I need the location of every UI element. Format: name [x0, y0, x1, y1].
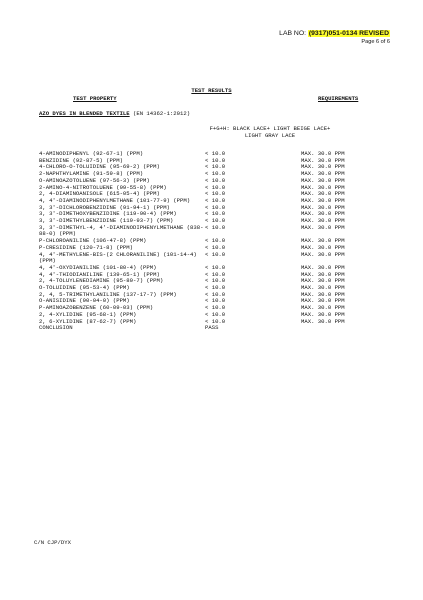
- result-requirement: MAX. 30.0 PPM: [301, 243, 345, 251]
- result-value: < 10.0: [205, 304, 226, 312]
- result-requirement: MAX. 30.0 PPM: [301, 210, 345, 218]
- result-requirement: [301, 325, 399, 332]
- result-requirement: MAX. 30.0 PPM: [301, 290, 345, 298]
- result-requirement: MAX. 30.0 PPM: [301, 317, 345, 325]
- section-title: AZO DYES IN BLENDED TEXTILE: [39, 110, 130, 117]
- lab-number: [279, 30, 390, 37]
- result-value: < 10.0: [205, 223, 226, 231]
- table-row: [39, 319, 399, 326]
- result-value: < 10.0: [205, 277, 226, 285]
- result-property: 2, 4-XYLIDINE (95-68-1) (PPM): [39, 310, 137, 318]
- result-requirement: MAX. 30.0 PPM: [301, 310, 345, 318]
- result-property: 4-CHLORO-O-TOLUIDINE (95-69-2) (PPM): [39, 163, 160, 171]
- result-value: < 10.0: [205, 250, 226, 258]
- result-property: 4, 4'-THIODIANILINE (139-65-1) (PPM): [39, 270, 160, 278]
- section-method: (EN 14362-1:2012): [129, 110, 191, 117]
- result-requirement: MAX. 30.0 PPM: [301, 203, 345, 211]
- result-property: 2, 4-TOLUYLENEDIAMINE (95-80-7) (PPM): [39, 277, 164, 285]
- result-requirement: MAX. 30.0 PPM: [301, 270, 345, 278]
- result-requirement: MAX. 30.0 PPM: [301, 170, 345, 178]
- result-property: 4, 4'-DIAMINODIPHENYLMETHANE (101-77-9) (PPM): [39, 196, 191, 204]
- result-requirement: MAX. 30.0 PPM: [301, 284, 345, 292]
- result-requirement: MAX. 30.0 PPM: [301, 190, 345, 198]
- result-property: CONCLUSION: [39, 324, 73, 332]
- result-requirement: MAX. 30.0 PPM: [301, 250, 345, 258]
- sample-label: F+G+H: BLACK LACE+ LIGHT BEIGE LACE+ LIGHT GRAY LACE: [209, 125, 331, 139]
- result-requirement: MAX. 30.0 PPM: [301, 304, 345, 312]
- column-header-requirements: REQUIREMENTS: [318, 95, 359, 102]
- result-value: < 10.0: [205, 176, 226, 184]
- result-property: P-AMINOAZOBENZENE (60-09-03) (PPM): [39, 304, 154, 312]
- result-property: 2-AMINO-4-NITROTOLUENE (99-55-8) (PPM): [39, 183, 167, 191]
- result-value: < 10.0: [205, 170, 226, 178]
- result-value: < 10.0: [205, 290, 226, 298]
- result-value: < 10.0: [205, 156, 226, 164]
- result-requirement: MAX. 30.0 PPM: [301, 263, 345, 271]
- result-property: 4, 4'-OXYDIANILINE (101-80-4) (PPM): [39, 263, 157, 271]
- result-value: < 10.0: [205, 217, 226, 225]
- results-table: [39, 151, 399, 332]
- page-number: Page 6 of 6: [361, 39, 390, 45]
- result-value: < 10.0: [205, 317, 226, 325]
- result-property: 2, 6-XYLIDINE (87-62-7) (PPM): [39, 317, 137, 325]
- result-requirement: MAX. 30.0 PPM: [301, 163, 345, 171]
- result-value: < 10.0: [205, 210, 226, 218]
- table-row: [39, 325, 399, 332]
- result-value: < 10.0: [205, 190, 226, 198]
- result-requirement: MAX. 30.0 PPM: [301, 217, 345, 225]
- result-property: P-CHLOROANILINE (106-47-8) (PPM): [39, 237, 147, 245]
- report-title: TEST RESULTS: [191, 87, 232, 94]
- result-value: < 10.0: [205, 237, 226, 245]
- result-property: 3, 3'-DIMETHYLBENZIDINE (119-93-7) (PPM): [39, 217, 174, 225]
- result-requirement: MAX. 30.0 PPM: [301, 237, 345, 245]
- result-requirement: MAX. 30.0 PPM: [301, 277, 345, 285]
- result-property: 3, 3'-DICHLOROBENZIDINE (91-94-1) (PPM): [39, 203, 170, 211]
- result-value: < 10.0: [205, 150, 226, 157]
- result-value: < 10.0: [205, 183, 226, 191]
- result-value: < 10.0: [205, 263, 226, 271]
- result-value: < 10.0: [205, 284, 226, 292]
- result-value: < 10.0: [205, 310, 226, 318]
- result-property: 4, 4'-METHYLENE-BIS-(2 CHLORANILINE) (101-14-4) (PPM): [39, 250, 201, 265]
- result-value: < 10.0: [205, 163, 226, 171]
- result-property: BENZIDINE (92-87-5) (PPM): [39, 156, 123, 164]
- result-property: O-TOLUIDINE (95-53-4) (PPM): [39, 284, 130, 292]
- footer-code: C/N CJP/DYX: [34, 539, 71, 546]
- result-value: < 10.0: [205, 203, 226, 211]
- result-value: < 10.0: [205, 297, 226, 305]
- result-value: < 10.0: [205, 196, 226, 204]
- result-value: PASS: [205, 324, 219, 332]
- result-requirement: MAX. 30.0 PPM: [301, 150, 345, 157]
- lab-prefix: LAB NO:: [279, 30, 306, 37]
- result-value: < 10.0: [205, 243, 226, 251]
- column-header-property: TEST PROPERTY: [73, 95, 117, 102]
- result-requirement: MAX. 30.0 PPM: [301, 176, 345, 184]
- result-requirement: MAX. 30.0 PPM: [301, 223, 345, 231]
- result-property: 3, 3'-DIMETHYL-4, 4'-DIAMINODIPHENYLMETHANE (838-88-0) (PPM): [39, 223, 204, 238]
- result-requirement: MAX. 30.0 PPM: [301, 196, 345, 204]
- table-row: [39, 225, 399, 238]
- result-requirement: MAX. 30.0 PPM: [301, 183, 345, 191]
- result-property: P-CRESIDINE (120-71-8) (PPM): [39, 243, 133, 251]
- lab-number-highlight: (9317)051-0134 REVISED: [308, 30, 389, 37]
- result-property: O-ANISIDINE (90-04-0) (PPM): [39, 297, 130, 305]
- result-property: 2-NAPHTHYLAMINE (91-59-8) (PPM): [39, 170, 144, 178]
- result-property: 4-AMINODIPHENYL (92-67-1) (PPM): [39, 150, 144, 157]
- result-requirement: MAX. 30.0 PPM: [301, 156, 345, 164]
- result-property: 2, 4, 5-TRIMETHYLANILINE (137-17-7) (PPM): [39, 290, 177, 298]
- result-property: O-AMINOAZOTOLUENE (97-56-3) (PPM): [39, 176, 150, 184]
- result-property: 3, 3'-DIMETHOXYBENZIDINE (119-90-4) (PPM): [39, 210, 177, 218]
- result-property: 2, 4-DIAMINOANISOLE (615-05-4) (PPM): [39, 190, 160, 198]
- section-heading: [39, 111, 190, 118]
- result-requirement: MAX. 30.0 PPM: [301, 297, 345, 305]
- result-value: < 10.0: [205, 270, 226, 278]
- table-row: [39, 252, 399, 265]
